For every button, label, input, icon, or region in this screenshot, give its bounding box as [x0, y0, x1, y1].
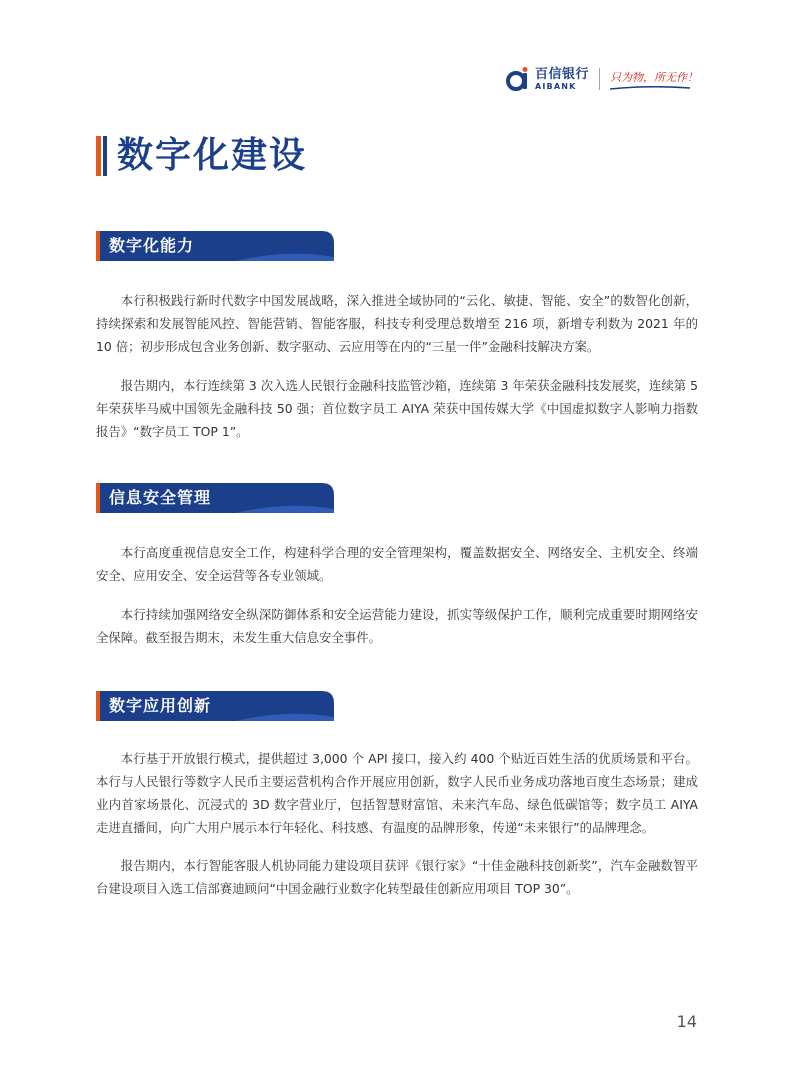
slogan-text: 只为物，所无作！	[610, 71, 698, 84]
aibank-logo-icon	[505, 66, 531, 92]
paragraph: 本行高度重视信息安全工作，构建科学合理的安全管理架构，覆盖数据安全、网络安全、主机安全、终端安全、应用安全、安全运营等各专业领域。	[96, 545, 698, 583]
paragraph: 本行积极践行新时代数字中国发展战略，深入推进全域协同的“云化、敏捷、智能、安全”的数智化创新，持续探索和发展智能风控、智能营销、智能客服，科技专利受理总数增至 216 项，新增专利数为 2021 年的 10 倍；初步形成包含业务创新、数字驱动、云应用等在内的“三星一伴”金融科技解决方案。	[96, 293, 698, 354]
header-divider	[599, 68, 600, 90]
section-heading-label: 信息安全管理	[109, 488, 212, 507]
title-accent-bar-blue	[103, 136, 107, 176]
paragraph: 报告期内，本行连续第 3 次入选人民银行金融科技监管沙箱，连续第 3 年荣获金融科技发展奖，连续第 5 年荣获毕马威中国领先金融科技 50 强；首位数字员工 AIYA 荣获中国传媒大学《中国虚拟数字人影响力指数报告》“数字员工 TOP 1”。	[96, 378, 698, 439]
paragraph: 报告期内，本行智能客服人机协同能力建设项目获评《银行家》“十佳金融科技创新奖”，汽车金融数智平台建设项目入选工信部赛迪顾问“中国金融行业数字化转型最佳创新应用项目 TOP 30”。	[96, 858, 698, 896]
paragraph: 本行基于开放银行模式，提供超过 3,000 个 API 接口，接入约 400 个贴近百姓生活的优质场景和平台。本行与人民银行等数字人民币主要运营机构合作开展应用创新，数字人民币业务成功落地百度生态场景；建成业内首家场景化、沉浸式的 3D 数字营业厅，包括智慧财富馆、未来汽车岛、绿色低碳馆等；数字员工 AIYA 走进直播间，向广大用户展示本行年轻化、科技感、有温度的品牌形象，传递“未来银行”的品牌理念。	[96, 751, 698, 835]
paragraph: 本行持续加强网络安全纵深防御体系和安全运营能力建设，抓实等级保护工作，顺利完成重要时期网络安全保障。截至报告期末，未发生重大信息安全事件。	[96, 607, 698, 645]
logo-text-cn: 百信银行	[534, 66, 589, 82]
aibank-logo	[505, 66, 589, 92]
section-heading-label: 数字化能力	[109, 236, 195, 255]
section-heading-digital-capability	[96, 231, 336, 261]
page-title: 数字化建设	[117, 135, 308, 176]
slogan-underline-icon	[610, 86, 690, 90]
header	[505, 62, 698, 96]
logo-text-en: AIBANK	[534, 81, 577, 91]
section-heading-label: 数字应用创新	[109, 696, 212, 715]
title-accent-bar	[96, 136, 101, 176]
page-number: 14	[676, 1012, 697, 1031]
section-heading-info-security	[96, 483, 336, 513]
page-title-block	[96, 136, 307, 176]
section-heading-digital-innovation	[96, 691, 336, 721]
slogan	[610, 69, 698, 89]
